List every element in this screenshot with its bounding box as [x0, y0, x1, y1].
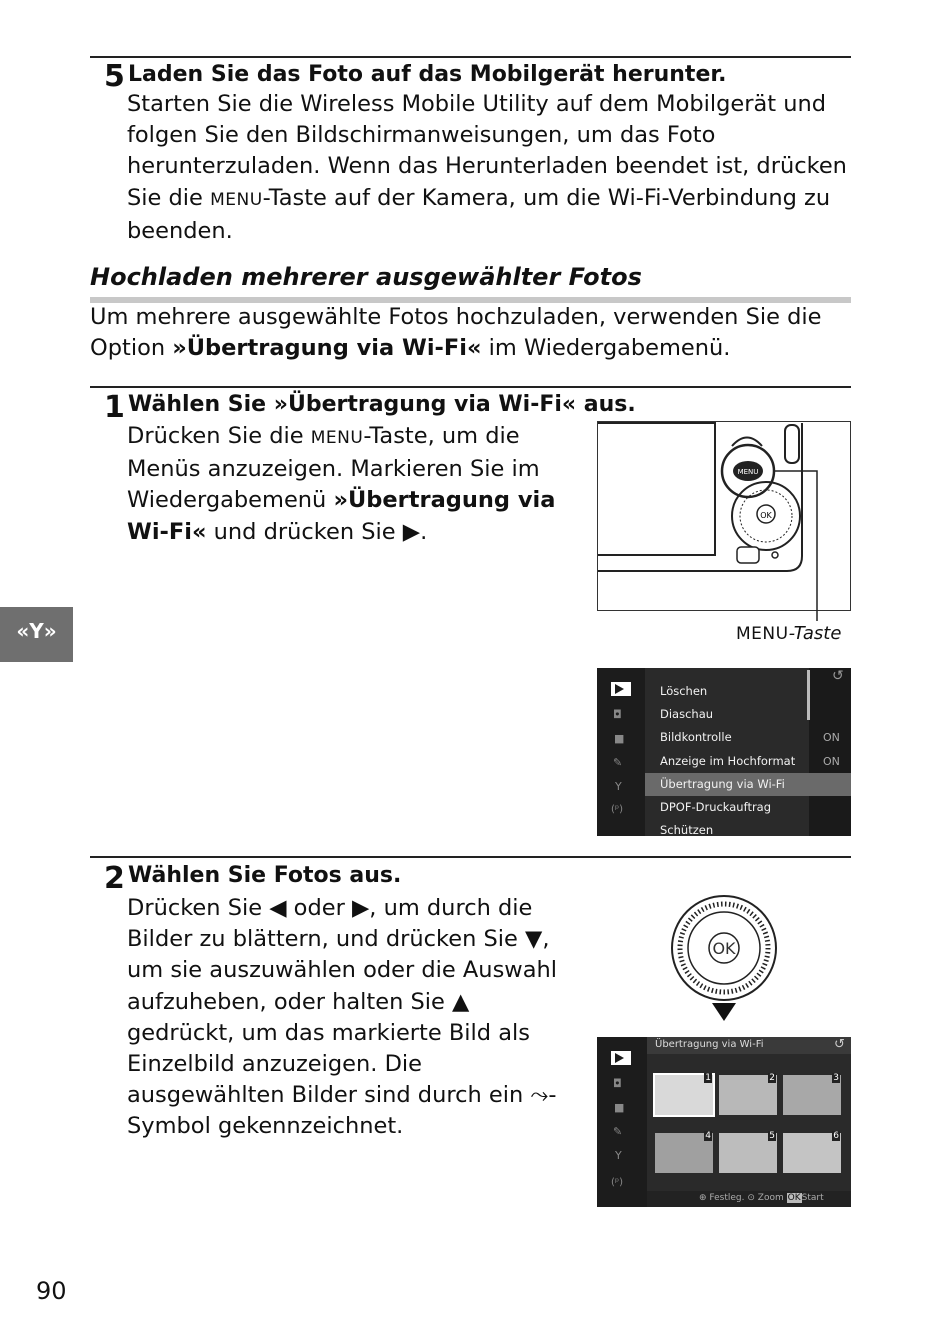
select-icon: ⊕ [699, 1193, 707, 1203]
camera-tab-icon: ◘ [613, 708, 622, 721]
screen-title: Übertragung via Wi-Fi [655, 1039, 764, 1050]
menu-item[interactable] [645, 726, 851, 749]
retouch-tab-icon: ✎ [613, 756, 623, 769]
thumbnail-number: 2 [769, 1073, 775, 1083]
step5-line: beenden. [127, 217, 233, 244]
menu-item-label: Anzeige im Hochformat [660, 753, 796, 768]
menu-item[interactable] [645, 750, 851, 773]
ok-button-icon: OK [787, 1193, 801, 1203]
step1-text: Drücken Sie die MENU-Taste, um die Menüs anzuzeigen. Markieren Sie im Wiedergabemenü »Übertragung via Wi-Fi« und drücken Sie ▶. [127, 423, 556, 545]
return-icon: ↺ [834, 1037, 845, 1052]
return-icon: ↺ [832, 668, 844, 684]
playback-menu-screen [597, 668, 851, 836]
down-arrow-icon [712, 1003, 736, 1021]
menu-key-caption: MENU-Taste [736, 623, 842, 644]
setup-tab-icon: Y [615, 780, 622, 793]
movie-tab-icon: ■ [614, 732, 625, 745]
menu-list [645, 680, 851, 842]
camera-ok-label: OK [760, 511, 772, 520]
step5-line: folgen Sie den Bildschirmanweisungen, um das Foto [127, 122, 716, 149]
section-title: Hochladen mehrerer ausgewählter Fotos [90, 263, 642, 291]
retouch-tab-icon: ✎ [613, 1125, 623, 1138]
menu-key-label: MENU [310, 428, 364, 448]
step5-line: Starten Sie die Wireless Mobile Utility auf dem Mobilgerät und [127, 91, 827, 117]
menu-tab-column [597, 668, 645, 836]
step5-rule [90, 56, 851, 58]
menu-item-label: Bildkontrolle [660, 730, 732, 745]
wifi-tab-icon: (ᵖ) [611, 804, 624, 815]
step1-number: 1 [104, 390, 124, 425]
thumbnail-number: 3 [833, 1073, 839, 1083]
thumbnail-number: 1 [705, 1073, 711, 1083]
movie-tab-icon: ■ [614, 1101, 625, 1114]
menu-button-label: MENU [737, 468, 759, 476]
thumbnail[interactable] [719, 1133, 777, 1173]
thumbnail[interactable] [719, 1075, 777, 1115]
menu-item[interactable] [645, 819, 851, 842]
footer-hints: ⊕ Festleg. ⊙ Zoom OKStart [699, 1193, 824, 1203]
step1-title: Wählen Sie »Übertragung via Wi-Fi« aus. [128, 392, 636, 417]
step5-title: Laden Sie das Foto auf das Mobilgerät herunter. [128, 62, 727, 87]
dial-ok-label: OK [712, 939, 736, 958]
menu-item[interactable] [645, 680, 851, 703]
thumbnail[interactable] [783, 1133, 841, 1173]
section-intro: Um mehrere ausgewählte Fotos hochzuladen, verwenden Sie die Option »Übertragung via Wi-Fi« im Wiedergabemenü. [90, 304, 822, 362]
step2-text: Drücken Sie ◀ oder ▶, um durch die Bilder zu blättern, und drücken Sie ▼, um sie auszuwählen oder die Auswahl aufzuheben, oder halten Sie ▲ gedrückt, um das markierte Bild als Einzelbild anzuzeigen. Die ausgewählten Bilder sind durch ein ⤳- Symbol gekennzeichnet. [127, 895, 557, 1140]
camera-tab-icon: ◘ [613, 1077, 622, 1090]
menu-item-label: Diaschau [660, 707, 714, 722]
trash-icon [737, 547, 759, 563]
step2-rule [90, 856, 851, 858]
menu-key-label: MENU [210, 189, 263, 210]
menu-item-label: DPOF-Druckauftrag [660, 799, 772, 814]
menu-item-label: Schützen [660, 823, 714, 838]
thumbnail-number: 6 [833, 1131, 839, 1141]
menu-item[interactable] [645, 703, 851, 726]
menu-item[interactable] [645, 796, 851, 819]
wifi-selection-screen [597, 1037, 851, 1207]
menu-item-label: Löschen [660, 684, 708, 698]
page-number: 90 [36, 1277, 67, 1305]
menu-tab-column [597, 1037, 647, 1207]
menu-item-label: Übertragung via Wi-Fi [660, 776, 785, 791]
thumbnail-grid [655, 1075, 847, 1185]
camera-back-illustration [597, 421, 852, 621]
step2-number: 2 [104, 861, 124, 896]
step5-line: herunterzuladen. Wenn das Herunterladen beendet ist, drücken [127, 153, 847, 180]
wireless-icon: «Y» [16, 619, 57, 643]
step5-text [127, 89, 847, 247]
menu-item-value: ON [823, 754, 840, 768]
wifi-tab-icon: (ᵖ) [611, 1177, 624, 1188]
thumbnail-number: 5 [769, 1131, 775, 1141]
step5-number: 5 [104, 59, 124, 94]
thumbnail-number: 4 [705, 1131, 711, 1141]
setup-tab-icon: Y [615, 1149, 622, 1162]
menu-item[interactable] [645, 773, 851, 796]
multi-selector-dial [668, 893, 782, 1025]
thumbnail[interactable] [655, 1075, 713, 1115]
menu-item-value: ON [823, 731, 840, 745]
step5-line: Sie die MENU-Taste auf der Kamera, um die Wi-Fi-Verbindung zu [127, 184, 831, 211]
step1-rule [90, 386, 851, 388]
wireless-chapter-tab [0, 607, 73, 662]
thumbnail[interactable] [655, 1133, 713, 1173]
step2-title: Wählen Sie Fotos aus. [128, 863, 402, 888]
zoom-icon: ⊙ [747, 1193, 755, 1203]
thumbnail[interactable] [783, 1075, 841, 1115]
